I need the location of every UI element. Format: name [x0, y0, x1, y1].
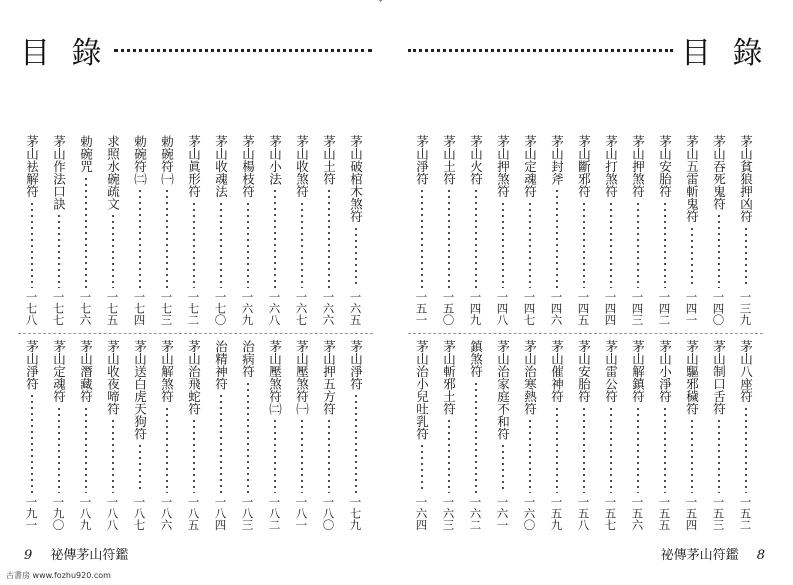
book-title: 祕傳茅山符鑑 — [660, 548, 739, 563]
toc-entry-page: 一六九 — [240, 290, 255, 325]
toc-entry — [597, 135, 624, 325]
toc-entry-title: 茅山封斧 — [549, 135, 565, 185]
leader-dots — [637, 406, 639, 493]
toc-entry — [207, 135, 234, 325]
toc-entry-title: 治精神符 — [213, 340, 229, 390]
leader-dots — [247, 201, 249, 288]
toc-entry — [435, 135, 462, 325]
leader-dots — [421, 443, 423, 493]
leader-dots — [355, 226, 357, 288]
toc-entry — [543, 135, 570, 325]
right-page — [398, 0, 793, 585]
toc-entry-title: 茅山安胎符 — [576, 340, 592, 403]
page-number: 8 — [756, 548, 765, 563]
left-heading — [20, 28, 372, 72]
toc-entry-title: 勅碗咒 — [78, 135, 94, 173]
toc-entry-title: 茅山潛藏符 — [78, 340, 94, 403]
toc-entry-title: 茅山土符 — [441, 135, 457, 185]
leader-dots — [637, 201, 639, 288]
toc-entry-title: 茅山送白虎天狗符 — [132, 340, 148, 440]
website-stamp: 古書房 www.fozhu920.com — [6, 571, 111, 580]
toc-entry — [516, 135, 543, 325]
toc-entry — [234, 135, 261, 325]
toc-entry-page: 一五八 — [576, 495, 591, 530]
toc-entry-page: 一六三 — [441, 495, 456, 530]
toc-entry-title: 茅山袪解符 — [24, 135, 40, 198]
left-bottom-entries — [18, 340, 369, 530]
toc-entry-page: 一四六 — [549, 290, 564, 325]
book-title: 祕傳茅山符鑑 — [50, 548, 129, 563]
leader-dots — [583, 406, 585, 493]
toc-entry-page: 一八二 — [267, 495, 282, 530]
leader-dots — [448, 188, 450, 288]
toc-entry — [624, 135, 651, 325]
toc-entry — [207, 340, 234, 530]
toc-entry-title: 茅山淨符 — [24, 340, 40, 390]
leader-dots — [691, 418, 693, 493]
toc-entry-title: 茅山解煞符 — [159, 340, 175, 403]
toc-entry-page: 一四一 — [684, 290, 699, 325]
leader-dots — [556, 188, 558, 288]
leader-dots — [745, 226, 747, 288]
leader-dots — [610, 406, 612, 493]
right-bottom-entries — [408, 340, 759, 530]
toc-entry — [408, 135, 435, 325]
toc-entry-title: 茅山破棺木煞符 — [348, 135, 364, 223]
toc-entry-title: 茅山押五方符 — [321, 340, 337, 415]
toc-entry-title: 勅碗符㈠ — [159, 135, 175, 185]
toc-entry-title: 茅山斬邪土符 — [441, 340, 457, 415]
toc-entry — [180, 135, 207, 325]
left-footer — [24, 544, 128, 563]
toc-entry — [234, 340, 261, 530]
toc-entry — [18, 135, 45, 325]
toc-entry-page: 一七二 — [186, 290, 201, 325]
toc-entry-page: 一八六 — [159, 495, 174, 530]
leader-dots — [31, 201, 33, 288]
leader-dots — [328, 188, 330, 288]
toc-entry-title: 茅山打煞符 — [603, 135, 619, 198]
toc-entry — [261, 340, 288, 530]
leader-dots — [745, 406, 747, 493]
toc-entry-title: 茅山收魂法 — [213, 135, 229, 198]
toc-entry — [462, 135, 489, 325]
leader-dots — [421, 188, 423, 288]
section-divider — [408, 333, 763, 334]
toc-entry — [18, 340, 45, 530]
toc-entry — [678, 135, 705, 325]
toc-entry — [315, 340, 342, 530]
toc-entry-page: 一四四 — [603, 290, 618, 325]
toc-entry-page: 一八〇 — [321, 495, 336, 530]
leader-dots — [139, 443, 141, 493]
heading-dotted-rule — [408, 49, 673, 52]
toc-entry — [570, 340, 597, 530]
toc-entry — [597, 340, 624, 530]
leader-dots — [112, 213, 114, 288]
toc-entry — [408, 340, 435, 530]
leader-dots — [448, 418, 450, 493]
toc-entry-title: 茅山八座符 — [738, 340, 754, 403]
toc-entry-title: 茅山小法 — [267, 135, 283, 185]
leader-dots — [166, 406, 168, 493]
toc-entry — [705, 340, 732, 530]
leader-dots — [475, 188, 477, 288]
toc-entry-page: 一五七 — [603, 495, 618, 530]
toc-entry-title: 茅山治小兒吐乳符 — [414, 340, 430, 440]
toc-entry — [72, 340, 99, 530]
toc-entry — [288, 135, 315, 325]
toc-entry-title: 茅山制口舌符 — [711, 340, 727, 415]
leader-dots — [691, 226, 693, 288]
toc-entry — [261, 135, 288, 325]
leader-dots — [301, 418, 303, 493]
leader-dots — [220, 201, 222, 288]
toc-entry — [489, 340, 516, 530]
toc-entry-page: 一九〇 — [51, 495, 66, 530]
toc-entry-title: 茅山治家庭不和符 — [495, 340, 511, 440]
toc-entry-title: 茅山定魂符 — [51, 340, 67, 403]
toc-entry — [342, 340, 369, 530]
toc-entry-page: 一七四 — [132, 290, 147, 325]
left-page-title: 目 錄 — [20, 36, 108, 71]
toc-entry-page: 一四二 — [657, 290, 672, 325]
right-top-entries — [408, 135, 759, 325]
toc-entry-page: 一四三 — [630, 290, 645, 325]
toc-entry — [45, 135, 72, 325]
toc-entry — [678, 340, 705, 530]
toc-entry-page: 一九一 — [24, 495, 39, 530]
toc-entry-page: 一六四 — [414, 495, 429, 530]
right-footer — [661, 544, 765, 563]
toc-entry-page: 一七九 — [348, 495, 363, 530]
right-page-title: 目 錄 — [681, 36, 769, 71]
toc-entry-page: 一四七 — [522, 290, 537, 325]
toc-entry — [624, 340, 651, 530]
toc-entry-page: 一五九 — [549, 495, 564, 530]
leader-dots — [583, 201, 585, 288]
toc-entry-page: 一八一 — [294, 495, 309, 530]
leader-dots — [301, 201, 303, 288]
toc-entry-title: 茅山收夜啼符 — [105, 340, 121, 415]
toc-entry — [543, 340, 570, 530]
toc-entry — [99, 340, 126, 530]
leader-dots — [502, 201, 504, 288]
leader-dots — [85, 406, 87, 493]
leader-dots — [193, 201, 195, 288]
toc-entry-title: 茅山治寒熱符 — [522, 340, 538, 415]
leader-dots — [166, 188, 168, 288]
toc-entry-title: 茅山小淨符 — [657, 340, 673, 403]
toc-entry-title: 茅山楊枝符 — [240, 135, 256, 198]
toc-entry-title: 茅山眞形符 — [186, 135, 202, 198]
toc-entry-title: 茅山壓煞符㈠ — [294, 340, 310, 415]
leader-dots — [58, 213, 60, 288]
toc-entry-page: 一八四 — [213, 495, 228, 530]
leader-dots — [529, 418, 531, 493]
leader-dots — [247, 381, 249, 493]
toc-entry-title: 茅山五雷斬鬼符 — [684, 135, 700, 223]
toc-entry — [342, 135, 369, 325]
toc-entry-title: 茅山催神符 — [549, 340, 565, 403]
leader-dots — [475, 381, 477, 493]
toc-entry — [72, 135, 99, 325]
toc-entry-title: 茅山押煞符 — [630, 135, 646, 198]
toc-entry-page: 一八九 — [78, 495, 93, 530]
toc-entry-page: 一八五 — [186, 495, 201, 530]
toc-entry-page: 一七五 — [105, 290, 120, 325]
toc-entry-title: 鎮煞符 — [468, 340, 484, 378]
toc-entry-page: 一五一 — [414, 290, 429, 325]
left-top-entries — [18, 135, 369, 325]
toc-entry-page: 一八八 — [105, 495, 120, 530]
toc-entry-page: 一六一 — [495, 495, 510, 530]
toc-entry-page: 一四五 — [576, 290, 591, 325]
toc-entry — [732, 135, 759, 325]
toc-entry — [45, 340, 72, 530]
toc-entry-title: 茅山淨符 — [414, 135, 430, 185]
toc-entry-title: 茅山土符 — [321, 135, 337, 185]
leader-dots — [502, 443, 504, 493]
toc-entry — [126, 135, 153, 325]
toc-entry-page: 一四〇 — [711, 290, 726, 325]
leader-dots — [328, 418, 330, 493]
leader-dots — [193, 418, 195, 493]
toc-entry-page: 一六八 — [267, 290, 282, 325]
toc-entry-title: 茅山貧狼押凶符 — [738, 135, 754, 223]
toc-entry-page: 一六七 — [294, 290, 309, 325]
toc-entry-page: 一七六 — [78, 290, 93, 325]
toc-entry-title: 茅山驅邪穢符 — [684, 340, 700, 415]
leader-dots — [718, 418, 720, 493]
toc-entry — [570, 135, 597, 325]
toc-entry-page: 一八七 — [132, 495, 147, 530]
page-number: 9 — [24, 548, 33, 563]
toc-entry-page: 一五〇 — [441, 290, 456, 325]
toc-entry-title: 治病符 — [240, 340, 256, 378]
leader-dots — [556, 406, 558, 493]
page-mark: ˇ — [378, 0, 383, 11]
toc-entry — [516, 340, 543, 530]
toc-entry-page: 一五三 — [711, 495, 726, 530]
right-heading — [408, 28, 769, 72]
toc-entry-page: 一五四 — [684, 495, 699, 530]
toc-entry — [732, 340, 759, 530]
toc-entry-title: 茅山壓煞符㈡ — [267, 340, 283, 415]
leader-dots — [274, 418, 276, 493]
section-divider — [18, 333, 373, 334]
toc-entry-title: 茅山雷公符 — [603, 340, 619, 403]
toc-entry-page: 一七八 — [24, 290, 39, 325]
toc-entry — [489, 135, 516, 325]
toc-entry-title: 茅山解鎮符 — [630, 340, 646, 403]
leader-dots — [355, 393, 357, 493]
toc-entry — [435, 340, 462, 530]
toc-entry — [180, 340, 207, 530]
leader-dots — [274, 188, 276, 288]
toc-entry-page: 一七三 — [159, 290, 174, 325]
toc-entry — [99, 135, 126, 325]
toc-entry-title: 茅山收煞符 — [294, 135, 310, 198]
toc-entry-title: 求照水碗疏文 — [105, 135, 121, 210]
toc-entry — [315, 135, 342, 325]
toc-entry — [126, 340, 153, 530]
toc-entry-title: 勅碗符㈡ — [132, 135, 148, 185]
toc-entry-title: 茅山淨符 — [348, 340, 364, 390]
leader-dots — [220, 393, 222, 493]
leader-dots — [85, 176, 87, 288]
leader-dots — [31, 393, 33, 493]
leader-dots — [610, 201, 612, 288]
toc-entry-title: 茅山安胎符 — [657, 135, 673, 198]
toc-entry-page: 一七〇 — [213, 290, 228, 325]
toc-entry-title: 茅山作法口訣 — [51, 135, 67, 210]
toc-entry — [651, 340, 678, 530]
toc-entry-page: 一六六 — [321, 290, 336, 325]
toc-entry-page: 一六〇 — [522, 495, 537, 530]
toc-entry-page: 一六五 — [348, 290, 363, 325]
toc-entry-page: 一五二 — [738, 495, 753, 530]
toc-entry-page: 一七七 — [51, 290, 66, 325]
toc-entry-title: 茅山火符 — [468, 135, 484, 185]
toc-entry-page: 一六二 — [468, 495, 483, 530]
leader-dots — [664, 406, 666, 493]
toc-entry-title: 茅山斷邪符 — [576, 135, 592, 198]
toc-entry-page: 一五五 — [657, 495, 672, 530]
toc-entry-page: 一八三 — [240, 495, 255, 530]
toc-entry — [153, 340, 180, 530]
toc-entry — [705, 135, 732, 325]
leader-dots — [112, 418, 114, 493]
toc-entry-page: 一五六 — [630, 495, 645, 530]
leader-dots — [718, 213, 720, 288]
toc-entry-title: 茅山吞死鬼符 — [711, 135, 727, 210]
toc-entry — [153, 135, 180, 325]
leader-dots — [139, 188, 141, 288]
leader-dots — [664, 201, 666, 288]
toc-entry-page: 一四九 — [468, 290, 483, 325]
toc-entry-page: 一三九 — [738, 290, 753, 325]
toc-entry — [651, 135, 678, 325]
toc-entry-page: 一四八 — [495, 290, 510, 325]
leader-dots — [529, 201, 531, 288]
leader-dots — [58, 406, 60, 493]
left-page — [0, 0, 396, 585]
toc-entry — [288, 340, 315, 530]
toc-entry-title: 茅山定魂符 — [522, 135, 538, 198]
heading-dotted-rule — [114, 49, 372, 52]
toc-entry-title: 茅山押煞符 — [495, 135, 511, 198]
toc-entry-title: 茅山治飛蛇符 — [186, 340, 202, 415]
toc-entry — [462, 340, 489, 530]
